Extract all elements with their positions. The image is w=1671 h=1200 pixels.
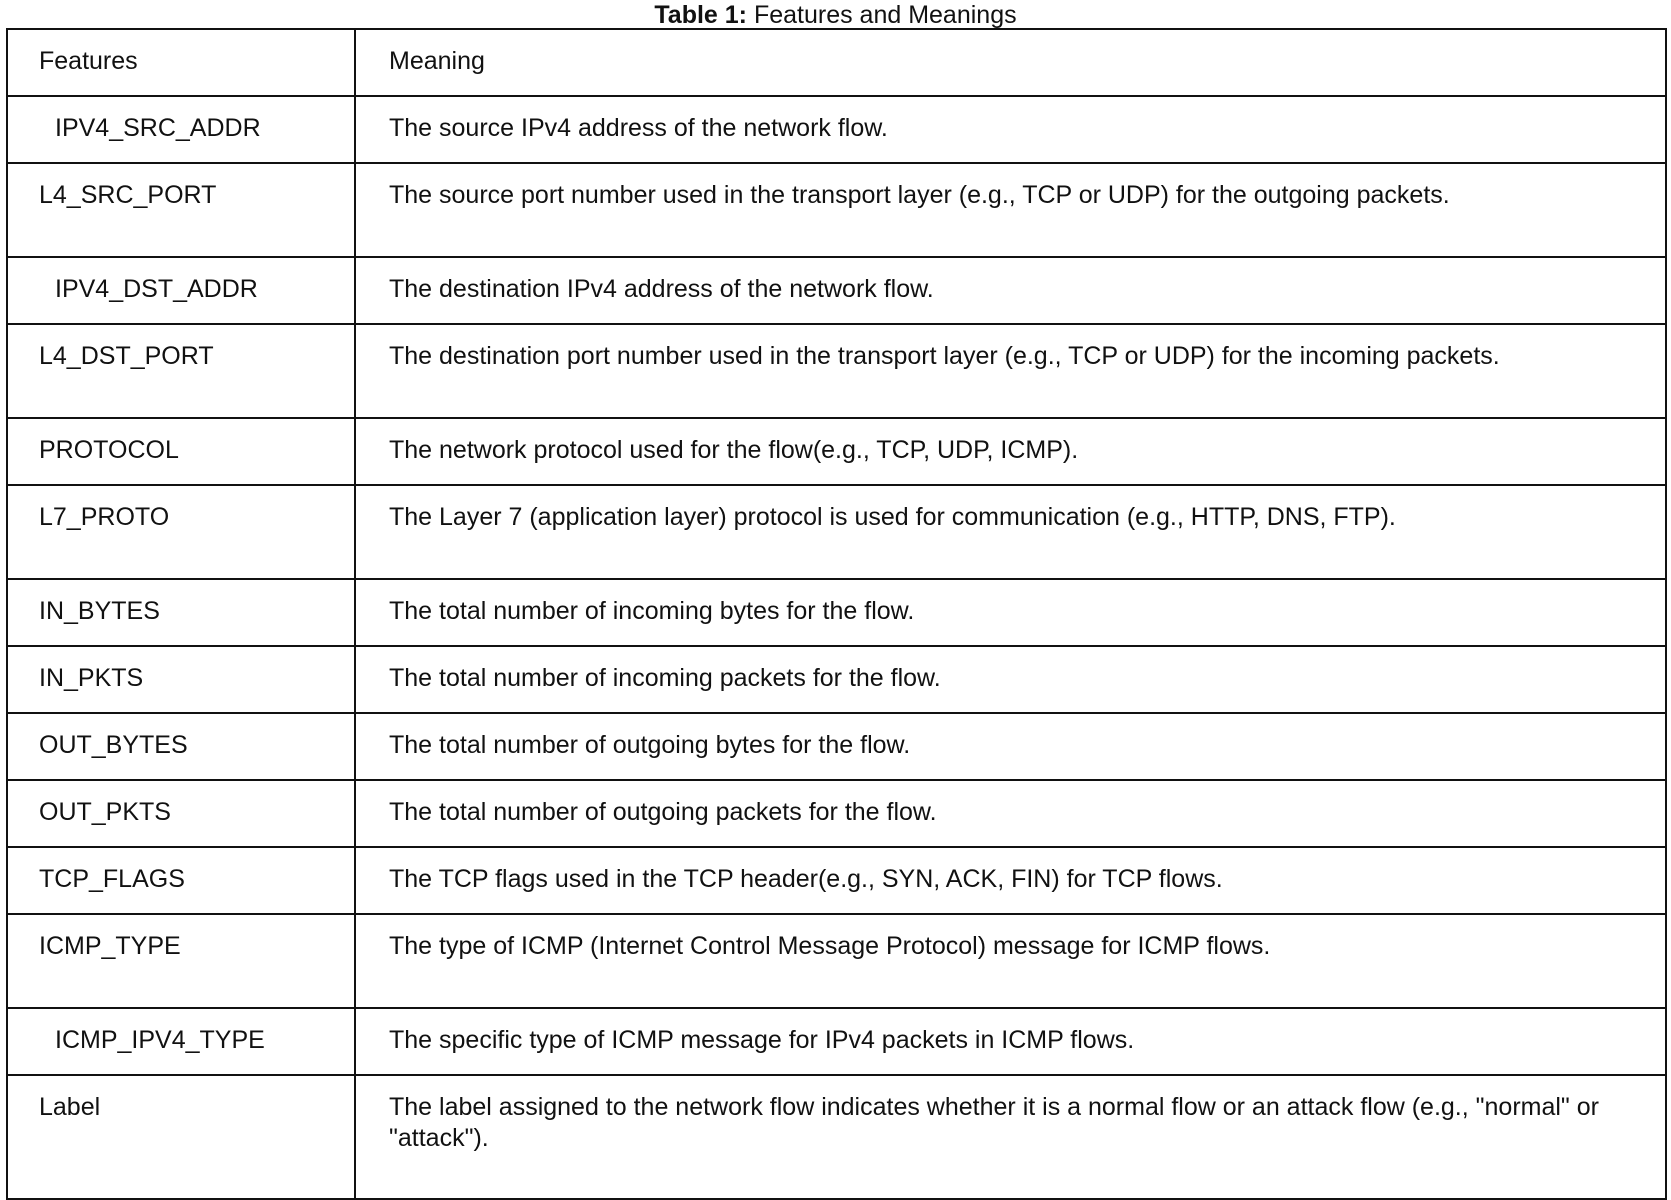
meaning-cell: The destination IPv4 address of the network flow. xyxy=(355,257,1666,324)
table-row xyxy=(7,324,1666,418)
meaning-cell: The total number of outgoing packets for the flow. xyxy=(355,780,1666,847)
features-table xyxy=(6,28,1667,1200)
meaning-cell: The source IPv4 address of the network flow. xyxy=(355,96,1666,163)
table-row xyxy=(7,579,1666,646)
feature-cell: PROTOCOL xyxy=(7,418,355,485)
meaning-cell: The destination port number used in the transport layer (e.g., TCP or UDP) for the incoming packets. xyxy=(355,324,1666,418)
table-row xyxy=(7,1075,1666,1199)
table-row xyxy=(7,418,1666,485)
meaning-cell: The network protocol used for the flow(e.g., TCP, UDP, ICMP). xyxy=(355,418,1666,485)
feature-cell: OUT_PKTS xyxy=(7,780,355,847)
table-row xyxy=(7,847,1666,914)
feature-cell: ICMP_IPV4_TYPE xyxy=(7,1008,355,1075)
feature-cell: IN_PKTS xyxy=(7,646,355,713)
feature-cell: L4_DST_PORT xyxy=(7,324,355,418)
feature-cell: TCP_FLAGS xyxy=(7,847,355,914)
meaning-cell: The TCP flags used in the TCP header(e.g., SYN, ACK, FIN) for TCP flows. xyxy=(355,847,1666,914)
caption-text: Features and Meanings xyxy=(747,1,1017,29)
table-row xyxy=(7,646,1666,713)
meaning-cell: The source port number used in the transport layer (e.g., TCP or UDP) for the outgoing packets. xyxy=(355,163,1666,257)
header-meaning: Meaning xyxy=(355,29,1666,96)
feature-cell: L4_SRC_PORT xyxy=(7,163,355,257)
feature-cell: L7_PROTO xyxy=(7,485,355,579)
meaning-cell: The total number of incoming bytes for the flow. xyxy=(355,579,1666,646)
feature-cell: OUT_BYTES xyxy=(7,713,355,780)
header-features: Features xyxy=(7,29,355,96)
table-row xyxy=(7,257,1666,324)
meaning-cell: The type of ICMP (Internet Control Message Protocol) message for ICMP flows. xyxy=(355,914,1666,1008)
table-row xyxy=(7,780,1666,847)
meaning-cell: The total number of outgoing bytes for the flow. xyxy=(355,713,1666,780)
feature-cell: IN_BYTES xyxy=(7,579,355,646)
meaning-cell: The specific type of ICMP message for IPv4 packets in ICMP flows. xyxy=(355,1008,1666,1075)
table-row xyxy=(7,1008,1666,1075)
meaning-cell: The label assigned to the network flow indicates whether it is a normal flow or an attack flow (e.g., "normal" or "attack"). xyxy=(355,1075,1666,1199)
table-row xyxy=(7,96,1666,163)
table-row xyxy=(7,163,1666,257)
table-header-row xyxy=(7,29,1666,96)
meaning-cell: The Layer 7 (application layer) protocol is used for communication (e.g., HTTP, DNS, FTP). xyxy=(355,485,1666,579)
meaning-cell: The total number of incoming packets for the flow. xyxy=(355,646,1666,713)
table-row xyxy=(7,713,1666,780)
feature-cell: IPV4_SRC_ADDR xyxy=(7,96,355,163)
caption-label: Table 1: xyxy=(654,1,747,29)
table-caption xyxy=(0,0,1671,30)
table-row xyxy=(7,914,1666,1008)
feature-cell: ICMP_TYPE xyxy=(7,914,355,1008)
feature-cell: Label xyxy=(7,1075,355,1199)
table-row xyxy=(7,485,1666,579)
feature-cell: IPV4_DST_ADDR xyxy=(7,257,355,324)
